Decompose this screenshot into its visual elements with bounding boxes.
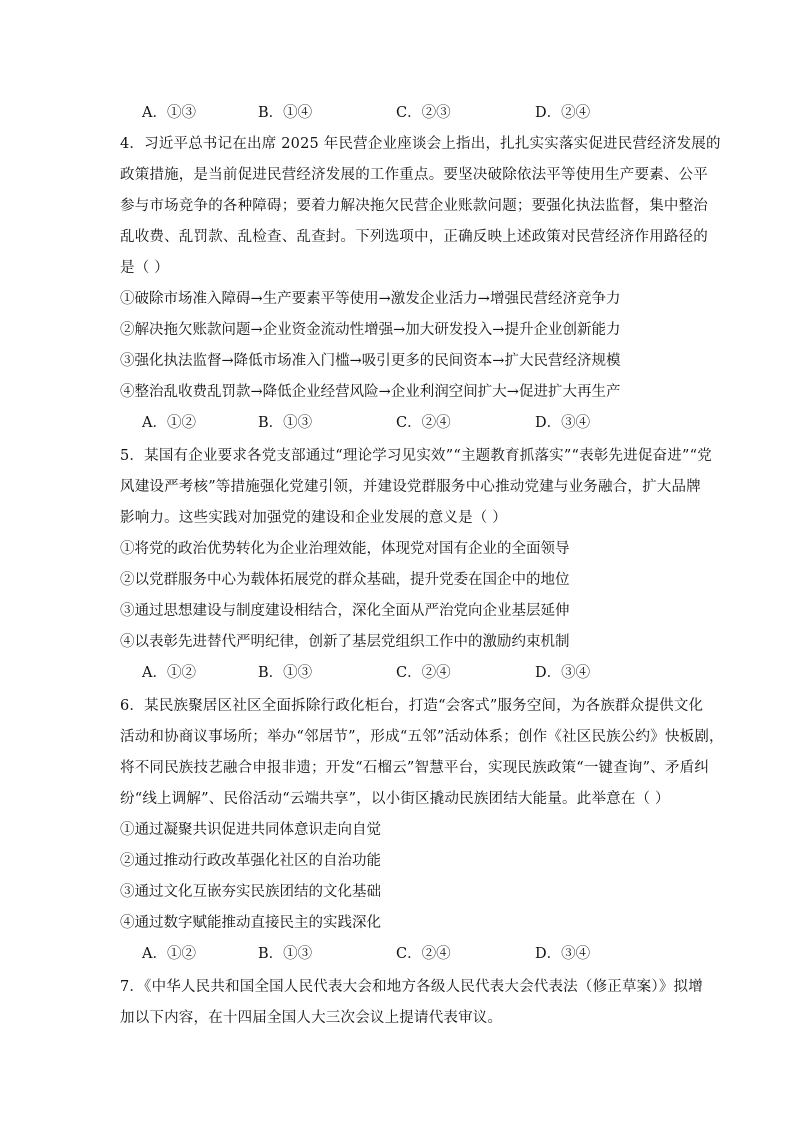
option-c[interactable]: C．②④ — [396, 946, 451, 962]
q5-statement-4: ④以表彰先进替代严明纪律，创新了基层党组织工作中的激励约束机制 — [120, 634, 570, 650]
q5-statement-2: ②以党群服务中心为载体拓展党的群众基础，提升党委在国企中的地位 — [120, 572, 570, 588]
q6-statement-3: ③通过文化互嵌夯实民族团结的文化基础 — [120, 884, 381, 900]
q4-statement-4: ④整治乱收费乱罚款→降低企业经营风险→企业利润空间扩大→促进扩大再生产 — [120, 384, 621, 400]
q6-statement-4: ④通过数字赋能推动直接民主的实践深化 — [120, 915, 381, 931]
q4-stem-line: 是（ ） — [120, 260, 169, 276]
option-c[interactable]: C．②④ — [396, 415, 451, 431]
q4-stem-line: 4．习近平总书记在出席 2025 年民营企业座谈会上指出，扎扎实实落实促进民营经济发展的 — [120, 136, 721, 152]
q6-stem-line: 将不同民族技艺融合申报非遗；开发“石榴云”智慧平台，实现民族政策“一键查询”、矛盾纠 — [120, 760, 710, 776]
option-c[interactable]: C．②④ — [396, 665, 451, 681]
option-c[interactable]: C．②③ — [396, 105, 451, 121]
q5-statement-3: ③通过思想建设与制度建设相结合，深化全面从严治党向企业基层延伸 — [120, 603, 570, 619]
q4-statement-1: ①破除市场准入障碍→生产要素平等使用→激发企业活力→增强民营经济竞争力 — [120, 291, 621, 307]
q6-statement-1: ①通过凝聚共识促进共同体意识走向自觉 — [120, 822, 381, 838]
option-d[interactable]: D．③④ — [535, 946, 591, 962]
option-a[interactable]: A．①② — [142, 415, 196, 431]
q4-statement-3: ③强化执法监督→降低市场准入门槛→吸引更多的民间资本→扩大民营经济规模 — [120, 353, 621, 369]
option-b[interactable]: B．①③ — [258, 665, 313, 681]
option-d[interactable]: D．③④ — [535, 415, 591, 431]
q6-stem-line: 活动和协商议事场所；举办“邻居节”，形成“五邻”活动体系；创作《社区民族公约》快板剧， — [120, 729, 724, 745]
option-a[interactable]: A．①② — [142, 665, 196, 681]
q5-stem-line: 风建设严考核”等措施强化党建引领，并建设党群服务中心推动党建与业务融合，扩大品牌 — [120, 479, 701, 495]
q5-statement-1: ①将党的政治优势转化为企业治理效能，体现党对国有企业的全面领导 — [120, 541, 570, 557]
q6-statement-2: ②通过推动行政改革强化社区的自治功能 — [120, 853, 381, 869]
option-a[interactable]: A．①③ — [142, 105, 196, 121]
q5-stem-line: 影响力。这些实践对加强党的建设和企业发展的意义是（ ） — [120, 510, 508, 526]
q4-statement-2: ②解决拖欠账款问题→企业资金流动性增强→加大研发投入→提升企业创新能力 — [120, 322, 621, 338]
option-d[interactable]: D．③④ — [535, 665, 591, 681]
q4-stem-line: 政策措施，是当前促进民营经济发展的工作重点。要坚决破除依法平等使用生产要素、公平 — [120, 167, 708, 183]
option-a[interactable]: A．①② — [142, 946, 196, 962]
q6-stem-line: 纷“线上调解”、民俗活动“云端共享”，以小街区撬动民族团结大能量。此举意在（ ） — [120, 791, 670, 807]
q7-stem-line: 7．《中华人民共和国全国人民代表大会和地方各级人民代表大会代表法（修正草案）》拟增 — [120, 979, 703, 995]
q7-stem-line: 加以下内容，在十四届全国人大三次会议上提请代表审议。 — [120, 1010, 503, 1026]
option-b[interactable]: B．①④ — [258, 105, 313, 121]
option-b[interactable]: B．①③ — [258, 415, 313, 431]
option-d[interactable]: D．②④ — [535, 105, 591, 121]
q4-stem-line: 参与市场竞争的各种障碍；要着力解决拖欠民营企业账款问题；要强化执法监督，集中整治 — [120, 198, 708, 214]
option-b[interactable]: B．①③ — [258, 946, 313, 962]
q6-stem-line: 6．某民族聚居区社区全面拆除行政化柜台，打造“会客式”服务空间，为各族群众提供文化 — [120, 698, 704, 714]
q5-stem-line: 5．某国有企业要求各党支部通过“理论学习见实效”“主题教育抓落实”“表彰先进促奋进”“党 — [120, 448, 712, 464]
q4-stem-line: 乱收费、乱罚款、乱检查、乱查封。下列选项中，正确反映上述政策对民营经济作用路径的 — [120, 229, 708, 245]
